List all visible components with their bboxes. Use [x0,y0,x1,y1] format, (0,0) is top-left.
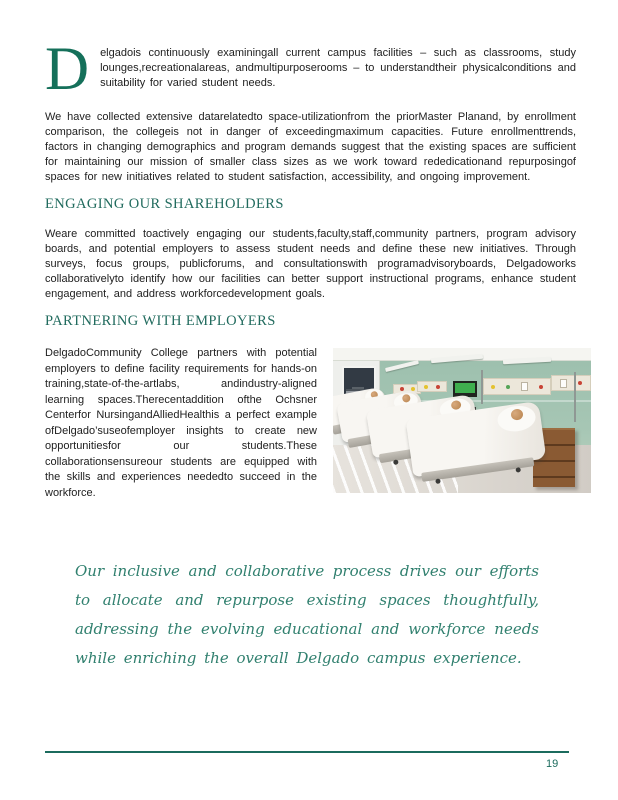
footer-rule [45,751,569,753]
pull-quote: Our inclusive and collaborative process drives our efforts to allocate and repurpose existing spaces thoughtfully, addressing the evolving educational and workforce needs while enriching the overall Delgado campus experience. [75,562,539,667]
outlet-dot [578,381,582,385]
photo-iv-pole [481,370,483,404]
photo-headwall-panel [551,375,591,391]
space-utilization-paragraph: We have collected extensive datarelatedto space-utilizationfrom the priorMaster Planand, by enrollment comparison, the collegeis not in danger of exceedingmaximum capacities. Future enrollmenttrends, factors in changing demographics and program demands suggest that the existing spaces are sufficient for maintaining our mission of smaller class sizes as we work toward rededicationand repurposingof spaces for new initiatives related to student satisfaction, accessibility, and ongoing improvement. [45,111,576,183]
photo-ceiling-light [503,357,551,365]
partnering-employers-heading: PARTNERING WITH EMPLOYERS [45,313,276,329]
photo-iv-pole [574,372,576,422]
page-content [45,0,576,673]
photo-monitor-screen [455,383,475,393]
outlet-dot [506,385,510,389]
outlet-dot [424,385,428,389]
intro-text: elgadois continuously examiningall current campus facilities – such as classrooms, study lounges,recreationalareas, andmultipurposerooms – to understandtheir physicalconditions and suitability for varied student needs. [100,47,576,89]
photo-ceiling-light [385,360,419,372]
drop-cap: D [45,36,90,103]
outlet-slot [521,382,528,391]
engaging-shareholders-heading: ENGAGING OUR SHAREHOLDERS [45,196,284,212]
outlet-dot [436,385,440,389]
page-number: 19 [546,758,559,770]
intro-paragraph [45,36,576,103]
partnering-employers-paragraph: DelgadoCommunity College partners with potential employers to define facility requirements for hands-on training,state-of-the-artlabs, andindustry-aligned learning spaces.Therecentaddition ofthe Ochsner Centerfor NursingandAlliedHealthis a perfect example ofDelgado’suseofemployer insights to create new opportunitiesfor our students.These collaborationsensureour students are equipped with the skills and experiences neededto succeed in the workforce. [45,347,317,499]
photo-headwall-panel [417,381,447,392]
outlet-dot [400,387,404,391]
nursing-lab-photo [333,348,591,493]
partnering-section-row [45,346,576,506]
photo-monitor [453,381,477,397]
outlet-dot [539,385,543,389]
outlet-dot [491,385,495,389]
outlet-slot [560,379,567,388]
photo-headwall-panel [483,378,551,395]
engaging-shareholders-paragraph: Weare committed toactively engaging our students,faculty,staff,community partners, program advisory boards, and potential employers to assess student needs and define these new initiatives. Through surveys, focus groups, publicforums, and consultationswith programadvisoryboards, Delgadoworks collaborativelyto identify how our facilities can better support instructional programs, enhance student engagement, and address workforcedevelopment goals. [45,228,576,300]
